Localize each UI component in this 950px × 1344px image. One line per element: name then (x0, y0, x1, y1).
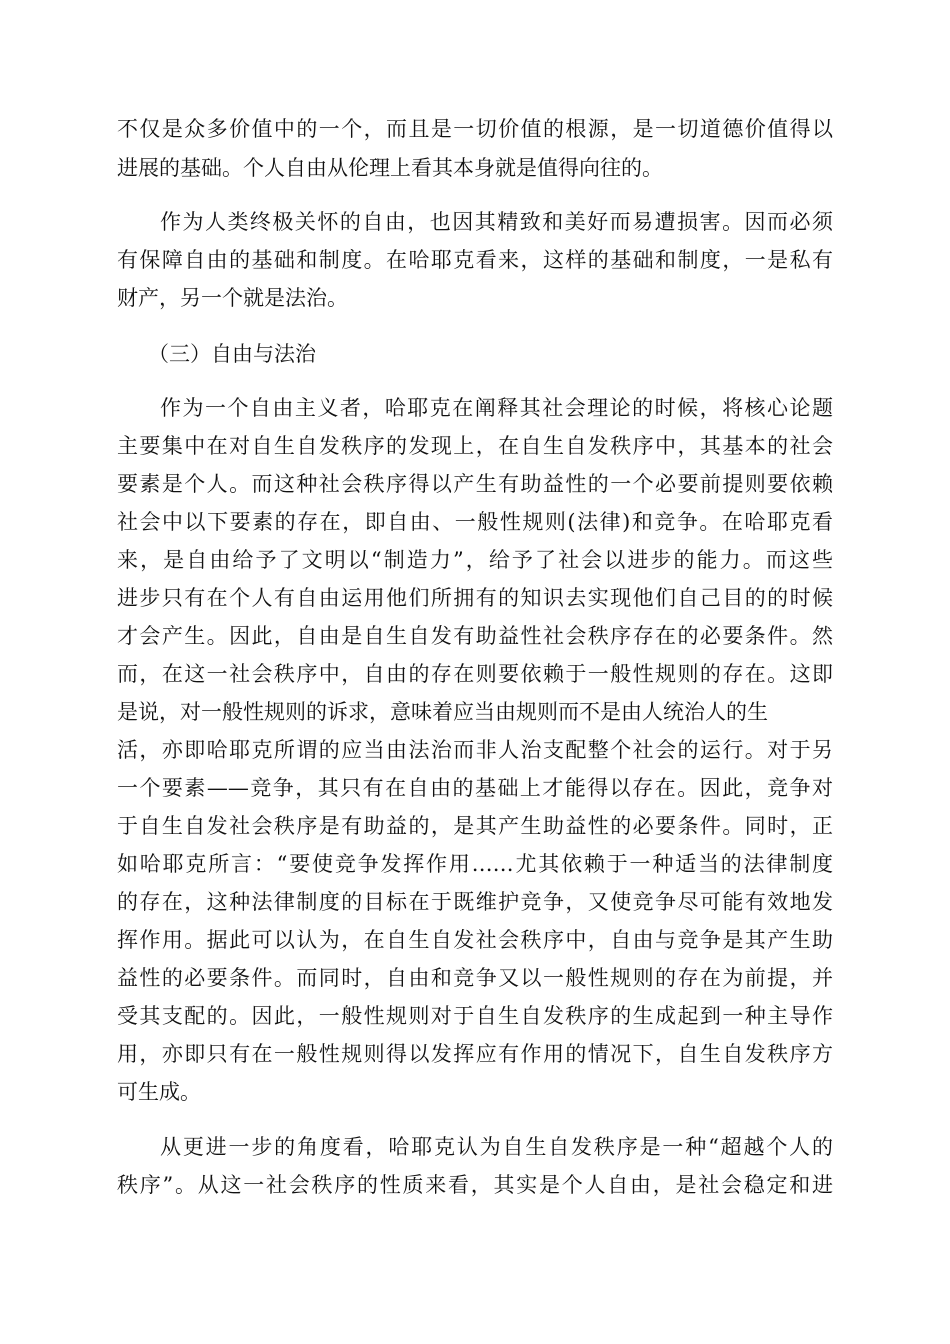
paragraph-line: 而，在这一社会秩序中，自由的存在则要依赖于一般性规则的存在。这即 (117, 662, 833, 686)
paragraph-line: 作为人类终极关怀的自由，也因其精致和美好而易遭损害。因而必须 (160, 210, 833, 234)
section-heading: （三）自由与法治 (148, 342, 316, 366)
paragraph-line: 来，是自由给予了文明以“制造力”，给予了社会以进步的能力。而这些 (117, 548, 833, 572)
paragraph-line: 挥作用。据此可以认为，在自生自发社会秩序中，自由与竞争是其产生助 (117, 928, 833, 952)
paragraph-line: 才会产生。因此，自由是自生自发有助益性社会秩序存在的必要条件。然 (117, 624, 833, 648)
paragraph-line: 受其支配的。因此，一般性规则对于自生自发秩序的生成起到一种主导作 (117, 1004, 833, 1028)
paragraph-line: 于自生自发社会秩序是有助益的，是其产生助益性的必要条件。同时，正 (117, 814, 833, 838)
paragraph-line: 进展的基础。个人自由从伦理上看其本身就是值得向往的。 (117, 156, 663, 180)
paragraph-line: 可生成。 (117, 1080, 201, 1104)
paragraph-line: 益性的必要条件。而同时，自由和竞争又以一般性规则的存在为前提，并 (117, 966, 833, 990)
paragraph-line: 作为一个自由主义者，哈耶克在阐释其社会理论的时候，将核心论题 (160, 396, 833, 420)
paragraph-line: 有保障自由的基础和制度。在哈耶克看来，这样的基础和制度，一是私有 (117, 248, 833, 272)
paragraph-line: 如哈耶克所言：“要使竞争发挥作用……尤其依赖于一种适当的法律制度 (117, 852, 833, 876)
paragraph-line: 活，亦即哈耶克所谓的应当由法治而非人治支配整个社会的运行。对于另 (117, 738, 833, 762)
paragraph-line: 进步只有在个人有自由运用他们所拥有的知识去实现他们自己目的的时候 (117, 586, 833, 610)
paragraph-line: 社会中以下要素的存在，即自由、一般性规则(法律)和竞争。在哈耶克看 (117, 510, 833, 534)
paragraph-line: 用，亦即只有在一般性规则得以发挥应有作用的情况下，自生自发秩序方 (117, 1042, 833, 1066)
paragraph-line: 的存在，这种法律制度的目标在于既维护竞争，又使竞争尽可能有效地发 (117, 890, 833, 914)
paragraph-line: 财产，另一个就是法治。 (117, 286, 348, 310)
paragraph-line: 一个要素——竞争，其只有在自由的基础上才能得以存在。因此，竞争对 (117, 776, 833, 800)
paragraph-line: 从更进一步的角度看，哈耶克认为自生自发秩序是一种“超越个人的 (160, 1135, 833, 1159)
paragraph-line: 是说，对一般性规则的诉求，意味着应当由规则而不是由人统治人的生 (117, 700, 768, 724)
paragraph-line: 秩序”。从这一社会秩序的性质来看，其实是个人自由，是社会稳定和进 (117, 1173, 833, 1197)
paragraph-line: 要素是个人。而这种社会秩序得以产生有助益性的一个必要前提则要依赖 (117, 472, 833, 496)
paragraph-line: 不仅是众多价值中的一个，而且是一切价值的根源，是一切道德价值得以 (117, 117, 833, 141)
paragraph-line: 主要集中在对自生自发秩序的发现上，在自生自发秩序中，其基本的社会 (117, 434, 833, 458)
